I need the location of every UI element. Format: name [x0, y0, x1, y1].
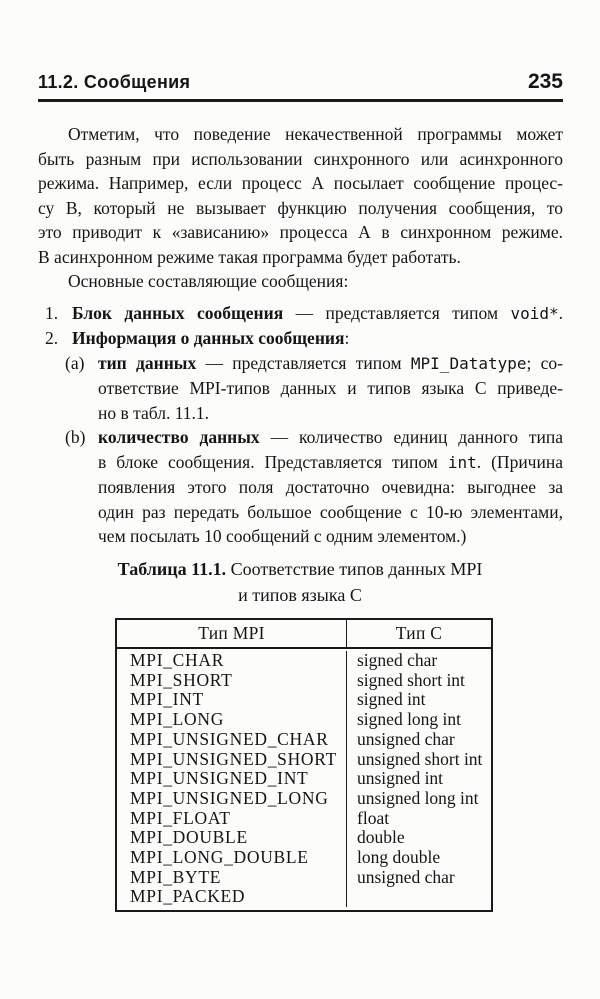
code-int: int: [447, 452, 477, 472]
paragraph-line: режима. Например, если процесс А посылает сообщение процес-: [38, 173, 563, 193]
sublist-line: [98, 425, 563, 450]
list-item-number: 2.: [45, 328, 59, 348]
paragraph-line: Отметим, что поведение некачественной программы может: [68, 124, 563, 144]
column-header-c: Тип C: [395, 623, 443, 643]
table-header-row: [117, 620, 491, 649]
mpi-type-cell: MPI_INT: [117, 690, 347, 710]
list-item-text: [72, 326, 563, 351]
paragraph-line: это приводит к «зависанию» процесса А в синхронном режиме.: [38, 222, 563, 242]
table-caption-number: Таблица 11.1.: [117, 559, 227, 579]
table-row: [117, 651, 491, 671]
mpi-type-cell: MPI_LONG: [117, 710, 347, 730]
c-type-cell: unsigned char: [357, 728, 455, 749]
list-item: [38, 326, 563, 351]
sublist-body: [98, 425, 563, 549]
c-type-cell: signed short int: [357, 669, 465, 690]
list-item-desc: — представляется типом: [283, 302, 511, 323]
paragraph-line: Основные составляющие сообщения:: [68, 271, 349, 291]
table-caption: [0, 556, 600, 608]
sublist-line: появления этого поля достаточно очевидна: выгоднее за: [98, 477, 563, 497]
mpi-type-cell: MPI_UNSIGNED_CHAR: [117, 730, 347, 750]
sublist-line: но в табл. 11.1.: [98, 402, 210, 423]
c-type-cell: double: [357, 827, 405, 848]
sublist-term: тип данных: [98, 352, 197, 373]
mpi-type-cell: MPI_CHAR: [117, 651, 347, 671]
list-item-number: 1.: [45, 302, 59, 323]
sublist-body: [98, 351, 563, 426]
table-row: [117, 887, 491, 907]
table-row: [117, 690, 491, 710]
sublist-text: ; со-: [526, 352, 563, 373]
sublist-line: один раз передать большое сообщение с 10-ю элементами,: [98, 501, 563, 522]
header-rule: [38, 99, 563, 102]
sublist-item-a: [38, 351, 563, 426]
mpi-type-cell: MPI_PACKED: [117, 887, 347, 907]
sublist-line: ответствие MPI-типов данных и типов языка C приведе-: [98, 378, 563, 398]
c-type-cell: signed char: [357, 650, 438, 670]
running-head: [38, 70, 563, 94]
c-type-cell: float: [357, 807, 390, 828]
list-item: [38, 301, 563, 327]
table-body: [117, 649, 491, 910]
sublist-label: (b): [65, 427, 86, 447]
sublist-label: (a): [65, 352, 85, 373]
mpi-type-cell: MPI_LONG_DOUBLE: [117, 848, 347, 868]
sublist-text: — количество единиц данного типа: [259, 427, 564, 447]
table-caption-line2: и типов языка C: [238, 585, 362, 605]
c-type-cell: unsigned long int: [357, 787, 479, 808]
table-row: [117, 809, 491, 829]
mpi-type-cell: MPI_DOUBLE: [117, 828, 347, 848]
mpi-type-cell: MPI_UNSIGNED_SHORT: [117, 750, 347, 770]
sublist-text: . (Причина: [476, 451, 563, 472]
sublist-line: [98, 450, 563, 476]
table-row: [117, 828, 491, 848]
table-row: [117, 789, 491, 809]
code-void-pointer: void*: [510, 303, 559, 323]
table-row: [117, 671, 491, 691]
table-row: [117, 710, 491, 730]
list-item-tail: .: [558, 302, 563, 323]
sublist-text: — представляется типом: [196, 352, 411, 373]
body-text: [38, 122, 563, 549]
table-row: [117, 848, 491, 868]
sublist-item-b: [38, 425, 563, 549]
table-caption-line1: [0, 556, 600, 582]
c-type-cell: signed int: [357, 689, 426, 710]
section-title: 11.2. Сообщения: [38, 72, 191, 92]
mpi-type-cell: MPI_BYTE: [117, 868, 347, 888]
page-number: 235: [527, 70, 563, 93]
mpi-type-cell: MPI_FLOAT: [117, 809, 347, 829]
column-header-mpi: Тип MPI: [117, 620, 347, 647]
sublist-text: в блоке сообщения. Представляется типом: [98, 451, 448, 472]
table-caption-text: Соответствие типов данных MPI: [226, 559, 483, 579]
table-row: [117, 868, 491, 888]
mpi-c-types-table: [115, 618, 493, 912]
mpi-type-cell: MPI_UNSIGNED_LONG: [117, 789, 347, 809]
table-row: [117, 769, 491, 789]
c-type-cell: [347, 887, 491, 907]
c-type-cell: unsigned short int: [357, 748, 483, 769]
list-item-text: [72, 301, 563, 327]
table-row: [117, 750, 491, 770]
sublist-term: количество данных: [98, 427, 260, 447]
mpi-type-cell: MPI_UNSIGNED_INT: [117, 769, 347, 789]
mpi-type-cell: MPI_SHORT: [117, 671, 347, 691]
c-type-cell: unsigned char: [357, 866, 455, 887]
sublist-line: чем посылать 10 сообщений с одним элементом.): [98, 526, 467, 546]
list-item-term: Информация о данных сообщения: [72, 328, 345, 348]
code-mpi-datatype: MPI_Datatype: [410, 353, 527, 373]
list-item-term: Блок данных сообщения: [72, 302, 284, 323]
c-type-cell: signed long int: [357, 709, 462, 730]
message-parts-list: [38, 301, 563, 549]
paragraph-line: В асинхронном режиме такая программа будет работать.: [38, 246, 461, 267]
c-type-cell: unsigned int: [357, 768, 444, 789]
paragraph-line: быть разным при использовании синхронного или асинхронного: [38, 148, 563, 169]
sublist-line: [98, 351, 563, 377]
paragraph-line: су В, который не вызывает функцию получения сообщения, то: [38, 197, 563, 218]
list-item-tail: :: [344, 328, 350, 348]
c-type-cell: long double: [357, 847, 441, 868]
table-row: [117, 730, 491, 750]
